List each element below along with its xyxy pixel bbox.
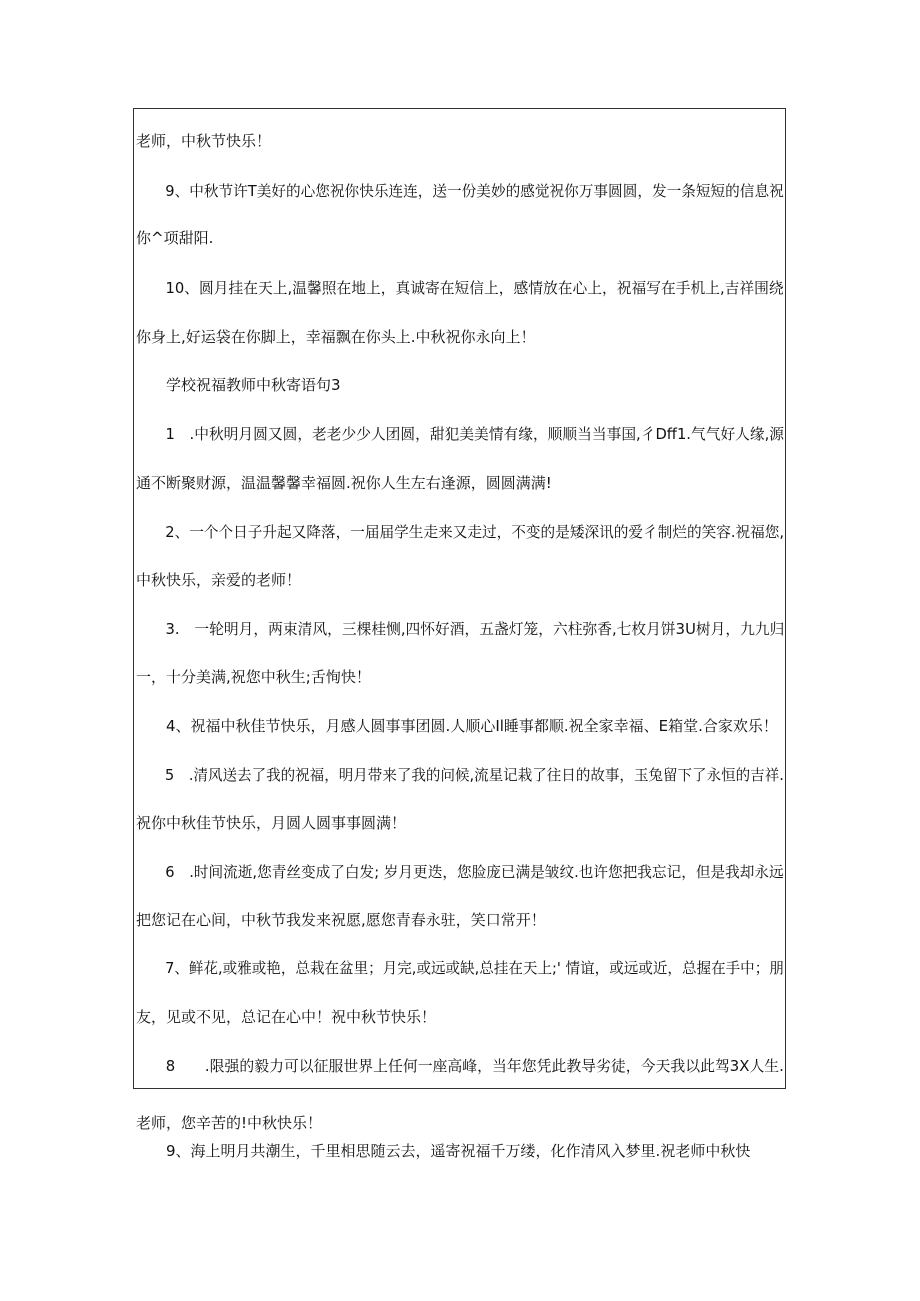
outside-line: 9、海上明月共潮生，千里相思随云去，遥寄祝福千万缕，化作清风入梦里.祝老师中秋快	[136, 1142, 751, 1160]
boxed-line: 通不断聚财源，温温馨馨幸福圆.祝你人生左右逢源，圆圆满满!	[136, 474, 552, 492]
boxed-heading: 学校祝福教师中秋寄语句3	[136, 376, 341, 394]
boxed-line: 你身上,好运袋在你脚上，幸福飘在你头上.中秋祝你永向上！	[136, 328, 536, 346]
boxed-line: 6 .时间流逝,您青丝变成了白发; 岁月更迭，您脸庞已满是皱纹.也许您把我忘记，但是我却永远	[136, 863, 784, 881]
boxed-line: 7、鲜花,或雅或艳，总栽在盆里；月完,或远或缺,总挂在天上;' 情谊，或远或近，总握在手中；朋	[136, 959, 784, 977]
boxed-line: 你^项甜阳.	[136, 229, 214, 247]
boxed-line: 4、祝福中秋佳节快乐，月感人圆事事团圆.人顺心Il睡事都顺.祝全家幸福、E箱堂.合家欢乐！	[136, 717, 778, 735]
boxed-line: 1 .中秋明月圆又圆，老老少少人团圆，甜犯美美情有缘，顺顺当当事国,彳Dff1.气气好人缘,源	[136, 425, 785, 443]
boxed-line: 5 .清风送去了我的祝福，明月带来了我的问候,流星记栽了往日的故事，玉兔留下了永恒的吉祥.	[136, 766, 784, 784]
boxed-line: 老师，中秋节快乐！	[136, 132, 272, 150]
boxed-line: 中秋快乐，亲爱的老师！	[136, 571, 302, 589]
outside-line: 老师，您辛苦的!中秋快乐！	[136, 1114, 323, 1132]
boxed-line: 一，十分美满,祝您中秋生;舌恂快！	[136, 668, 371, 686]
boxed-line: 9、中秋节许T美好的心您祝你快乐连连，送一份美妙的感觉祝你万事圆圆，发一条短短的信息祝	[136, 182, 784, 200]
boxed-line: 10、圆月挂在天上,温馨照在地上，真诚寄在短信上，感情放在心上，祝福写在手机上,吉祥围绕	[136, 279, 784, 297]
boxed-line: 3. 一轮明月，两束清风，三棵桂恻,四怀好酒，五盏灯笼，六柱弥香,七枚月饼3U树月，九九归	[136, 620, 785, 638]
boxed-line: 2、一个个日子升起又降落，一届届学生走来又走过，不变的是矮深讯的爱彳制烂的笑容.祝福您,	[136, 523, 785, 541]
boxed-line: 祝你中秋佳节快乐，月圆人圆事事圆满！	[136, 814, 407, 832]
text-table-frame	[133, 108, 786, 1089]
boxed-line: 把您记在心间，中秋节我发来祝愿,愿您青春永驻，笑口常开！	[136, 911, 546, 929]
boxed-line: 8 .限强的毅力可以征服世界上任何一座高峰，当年您凭此教导劣徒，今天我以此驾3X人生.	[136, 1057, 784, 1075]
boxed-line: 友，见或不见，总记在心中！祝中秋节快乐！	[136, 1008, 437, 1026]
